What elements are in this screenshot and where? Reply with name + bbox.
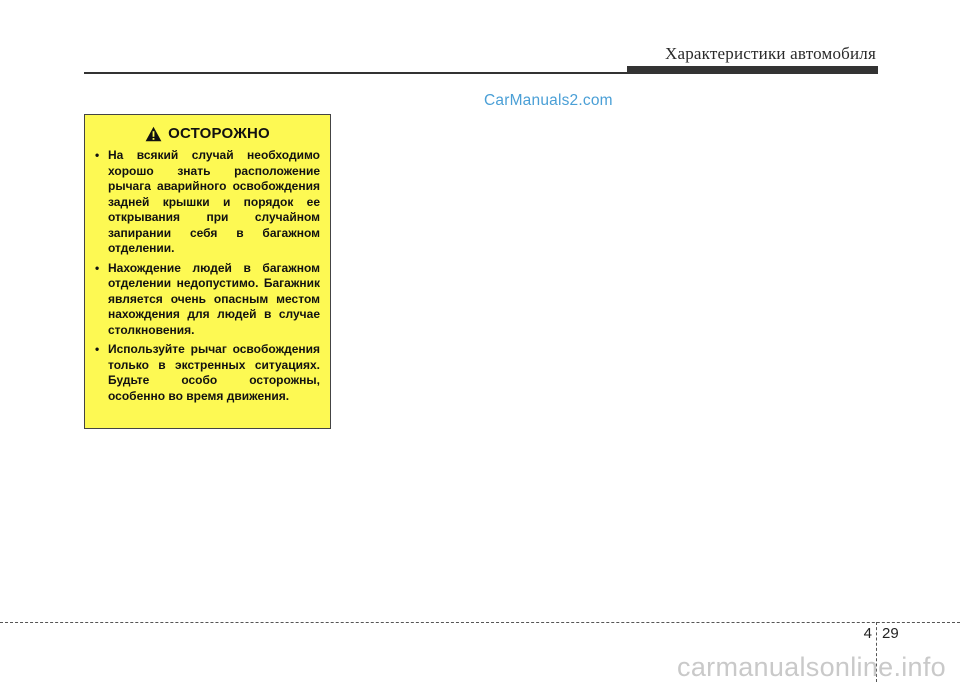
warning-title: ОСТОРОЖНО xyxy=(168,125,270,142)
warning-list xyxy=(95,148,320,404)
page-section-title: Характеристики автомобиля xyxy=(665,44,876,63)
warning-box xyxy=(84,114,331,429)
warning-header xyxy=(95,125,320,142)
watermark-footer-link[interactable]: carmanualsonline.info xyxy=(677,652,946,682)
page-number: 29 xyxy=(882,625,899,642)
warning-triangle-icon xyxy=(145,126,162,142)
chapter-number: 4 xyxy=(863,625,872,642)
footer-divider xyxy=(0,622,960,623)
warning-item-no-people-in-trunk: • Нахождение людей в багажном отделении недопустимо. Багажник является очень опасным местом нахождения для людей в случае столкновения. xyxy=(95,261,320,339)
warning-item-emergency-lever: • На всякий случай необходимо хорошо знать расположение рычага аварийного освобождения задней крышки и порядок ее открывания при случайном запирании себя в багажном отделении. xyxy=(95,148,320,257)
watermark-link[interactable]: CarManuals2.com xyxy=(484,92,613,109)
header-rule xyxy=(84,72,878,74)
warning-item-use-only-in-emergency: • Используйте рычаг освобождения только в экстренных ситуациях. Будьте особо осторожны, особенно во время движения. xyxy=(95,342,320,404)
